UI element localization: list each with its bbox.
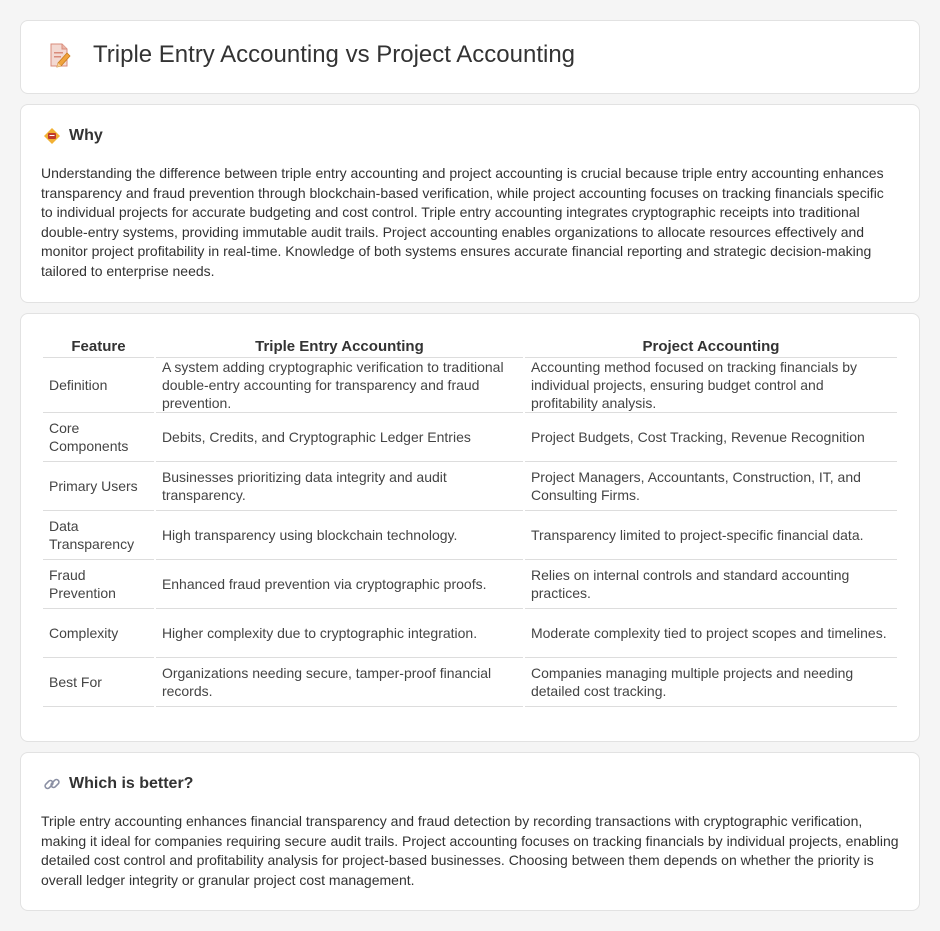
- project-cell: Moderate complexity tied to project scopes and timelines.: [525, 609, 897, 658]
- better-heading: Which is better?: [69, 775, 194, 792]
- triple-entry-cell: Debits, Credits, and Cryptographic Ledger Entries: [156, 413, 523, 462]
- project-cell: Accounting method focused on tracking financials by individual projects, ensuring budget control and profitability analysis.: [525, 358, 897, 413]
- triple-entry-cell: Organizations needing secure, tamper-proof financial records.: [156, 658, 523, 707]
- table-row: [43, 511, 897, 560]
- table-row: [43, 358, 897, 413]
- feature-cell: Primary Users: [43, 462, 154, 511]
- better-text: Triple entry accounting enhances financial transparency and fraud detection by recording transactions with cryptographic verification, making it ideal for companies requiring secure audit trails. Project accounting focuses on tracking financials by individual projects, enabling detailed cost control and profitability analysis for project-based businesses. Choosing between them depends on whether the priority is overall ledger integrity or granular project cost management.: [41, 813, 899, 888]
- table-row: [43, 413, 897, 462]
- why-heading: Why: [69, 127, 103, 144]
- page-header: [45, 41, 575, 69]
- triple-entry-cell: Higher complexity due to cryptographic integration.: [156, 609, 523, 658]
- triple-entry-cell: High transparency using blockchain technology.: [156, 511, 523, 560]
- project-cell: Companies managing multiple projects and needing detailed cost tracking.: [525, 658, 897, 707]
- column-header-project: Project Accounting: [525, 334, 897, 358]
- which-is-better-section: [20, 752, 920, 911]
- project-cell: Relies on internal controls and standard accounting practices.: [525, 560, 897, 609]
- project-cell: Transparency limited to project-specific financial data.: [525, 511, 897, 560]
- feature-cell: Best For: [43, 658, 154, 707]
- project-cell: Project Budgets, Cost Tracking, Revenue Recognition: [525, 413, 897, 462]
- project-cell: Project Managers, Accountants, Construction, IT, and Consulting Firms.: [525, 462, 897, 511]
- feature-cell: Data Transparency: [43, 511, 154, 560]
- document-pencil-icon: [45, 41, 73, 69]
- feature-cell: Core Components: [43, 413, 154, 462]
- table-header-row: [43, 334, 897, 358]
- triple-entry-cell: A system adding cryptographic verification to traditional double-entry accounting for transparency and fraud prevention.: [156, 358, 523, 413]
- comparison-table: [41, 334, 899, 707]
- feature-cell: Definition: [43, 358, 154, 413]
- column-header-triple-entry: Triple Entry Accounting: [156, 334, 523, 358]
- header-card: [20, 20, 920, 94]
- why-header: [43, 127, 103, 145]
- table-row: [43, 560, 897, 609]
- link-icon: [43, 775, 61, 793]
- better-header: [43, 775, 193, 793]
- feature-cell: Complexity: [43, 609, 154, 658]
- triple-entry-cell: Enhanced fraud prevention via cryptographic proofs.: [156, 560, 523, 609]
- why-section: [20, 104, 920, 303]
- diamond-warning-icon: [43, 127, 61, 145]
- table-row: [43, 609, 897, 658]
- column-header-feature: Feature: [43, 334, 154, 358]
- page-title: Triple Entry Accounting vs Project Accounting: [93, 41, 576, 68]
- feature-cell: Fraud Prevention: [43, 560, 154, 609]
- why-text: Understanding the difference between triple entry accounting and project accounting is crucial because triple entry accounting enhances transparency and fraud prevention through blockchain-based verification, while project accounting focuses on tracking financials specific to individual projects for accurate budgeting and cost control. Triple entry accounting integrates cryptographic receipts into traditional double-entry systems, providing immutable audit trails. Project accounting enables organizations to allocate resources effectively and monitor project profitability in real-time. Knowledge of both systems ensures accurate financial reporting and strategic decision-making tailored to enterprise needs.: [41, 165, 884, 279]
- comparison-section: [20, 313, 920, 742]
- triple-entry-cell: Businesses prioritizing data integrity and audit transparency.: [156, 462, 523, 511]
- table-row: [43, 658, 897, 707]
- table-row: [43, 462, 897, 511]
